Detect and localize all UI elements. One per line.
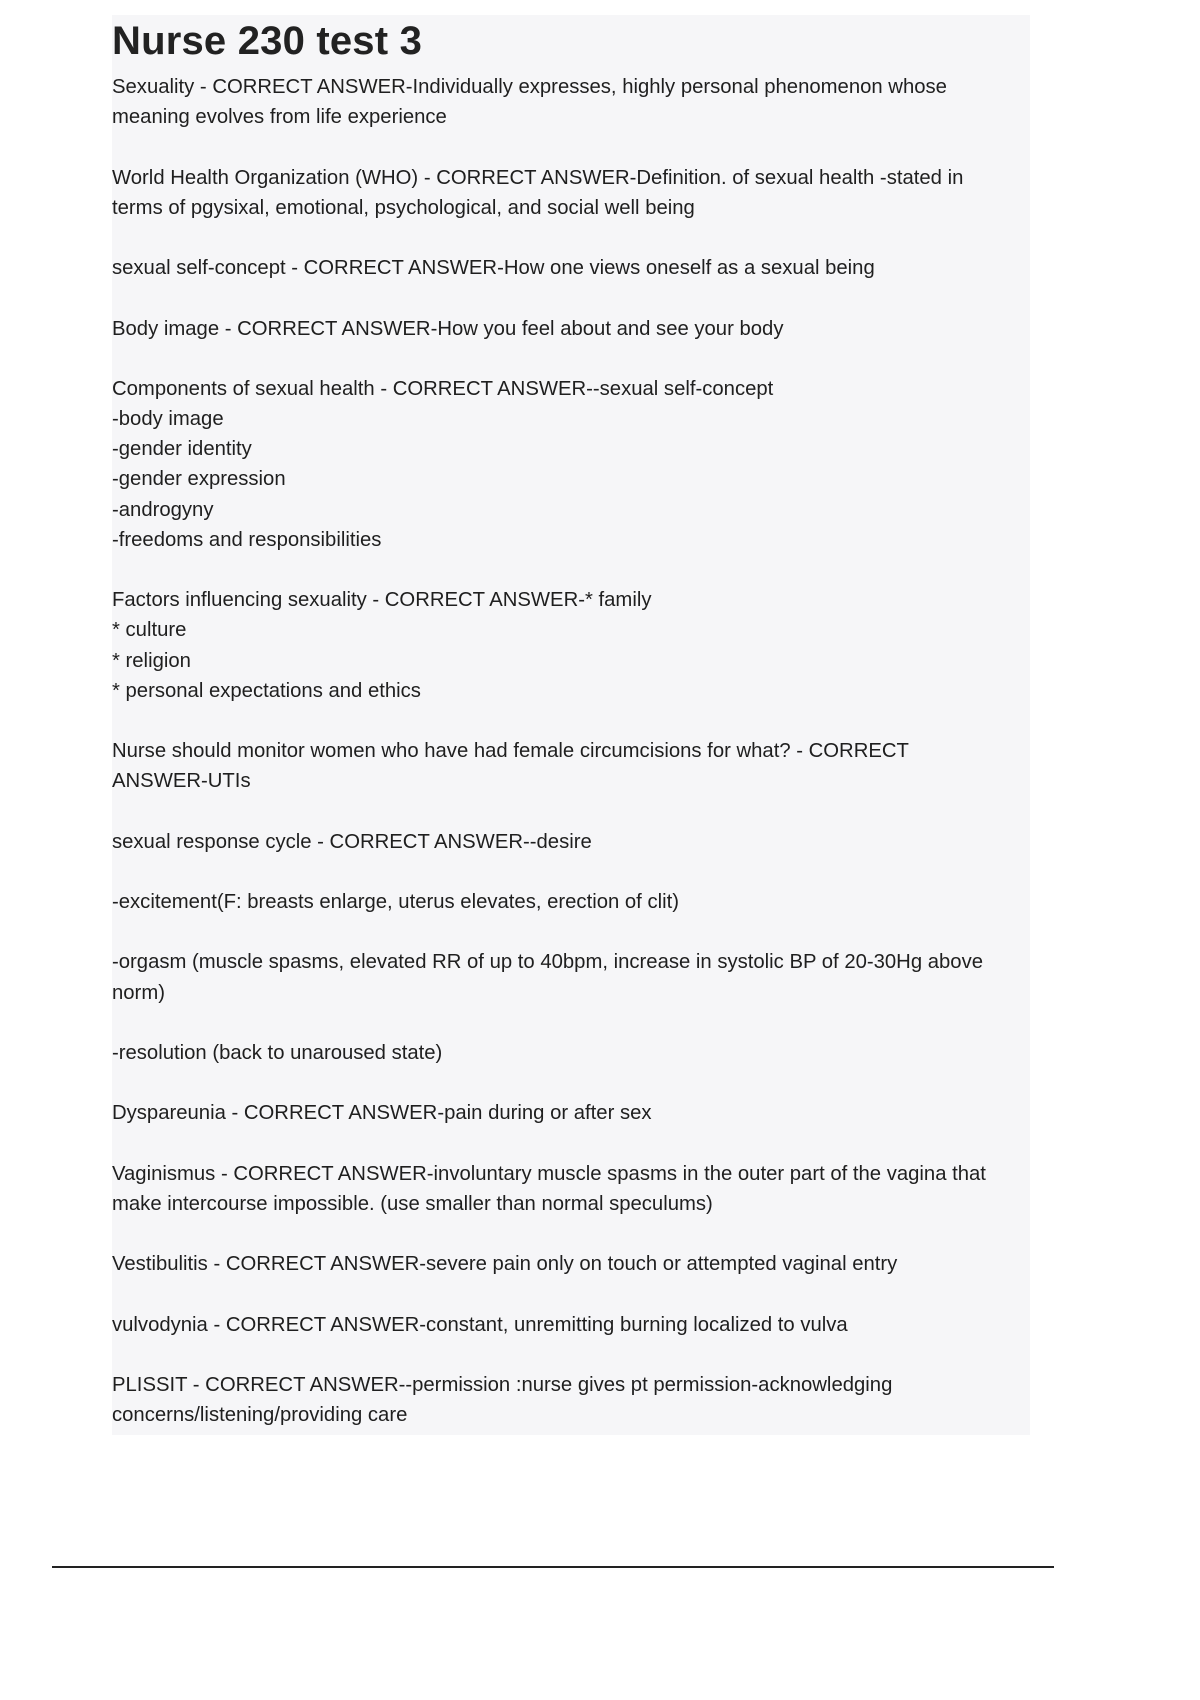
text-line: Vaginismus - CORRECT ANSWER-involuntary muscle spasms in the outer part of the vagina that (112, 1162, 986, 1185)
text-line: World Health Organization (WHO) - CORRECT ANSWER-Definition. of sexual health -stated in (112, 166, 964, 189)
blank-line (112, 706, 1024, 736)
text-line: ANSWER-UTIs (112, 770, 251, 793)
text-line: Nurse should monitor women who have had female circumcisions for what? - CORRECT (112, 740, 909, 763)
text-line: * personal expectations and ethics (112, 679, 421, 702)
blank-line (112, 1340, 1024, 1370)
text-line: -gender expression (112, 468, 286, 491)
text-line: Components of sexual health - CORRECT ANSWER--sexual self-concept (112, 377, 774, 400)
blank-line (112, 1008, 1024, 1038)
text-line: * religion (112, 649, 191, 672)
blank-line (112, 283, 1024, 313)
blank-line (112, 132, 1024, 162)
text-line: sexual response cycle - CORRECT ANSWER--desire (112, 830, 592, 853)
document-title: Nurse 230 test 3 (112, 19, 423, 63)
blank-line (112, 857, 1024, 887)
blank-line (112, 1129, 1024, 1159)
text-line: Sexuality - CORRECT ANSWER-Individually expresses, highly personal phenomenon whose (112, 76, 947, 98)
blank-line (112, 344, 1024, 374)
document-body (112, 72, 1024, 1430)
blank-line (112, 555, 1024, 585)
text-line: norm) (112, 981, 165, 1004)
footer-divider (52, 1566, 1054, 1568)
text-line: PLISSIT - CORRECT ANSWER--permission :nurse gives pt permission-acknowledging (112, 1374, 893, 1397)
text-line: Factors influencing sexuality - CORRECT ANSWER-* family (112, 589, 652, 612)
text-line: -gender identity (112, 438, 252, 461)
text-line: make intercourse impossible. (use smaller than normal speculums) (112, 1192, 713, 1215)
blank-line (112, 1280, 1024, 1310)
text-line: -orgasm (muscle spasms, elevated RR of up to 40bpm, increase in systolic BP of 20-30Hg above (112, 951, 984, 974)
text-line: -body image (112, 408, 224, 431)
blank-line (112, 917, 1024, 947)
text-line: -freedoms and responsibilities (112, 528, 382, 551)
text-line: Vestibulitis - CORRECT ANSWER-severe pain only on touch or attempted vaginal entry (112, 1253, 898, 1276)
text-line: -androgyny (112, 498, 214, 521)
text-line: meaning evolves from life experience (112, 106, 447, 129)
text-line: -resolution (back to unaroused state) (112, 1042, 443, 1064)
text-line: concerns/listening/providing care (112, 1404, 408, 1427)
text-line: terms of pgysixal, emotional, psychological, and social well being (112, 196, 695, 219)
text-line: sexual self-concept - CORRECT ANSWER-How one views oneself as a sexual being (112, 257, 875, 280)
text-line: Dyspareunia - CORRECT ANSWER-pain during or after sex (112, 1102, 652, 1125)
blank-line (112, 223, 1024, 253)
text-line: * culture (112, 619, 187, 642)
text-line: vulvodynia - CORRECT ANSWER-constant, unremitting burning localized to vulva (112, 1313, 848, 1336)
text-line: -excitement(F: breasts enlarge, uterus elevates, erection of clit) (112, 891, 679, 914)
blank-line (112, 1219, 1024, 1249)
blank-line (112, 797, 1024, 827)
text-line: Body image - CORRECT ANSWER-How you feel about and see your body (112, 317, 784, 340)
blank-line (112, 1068, 1024, 1098)
